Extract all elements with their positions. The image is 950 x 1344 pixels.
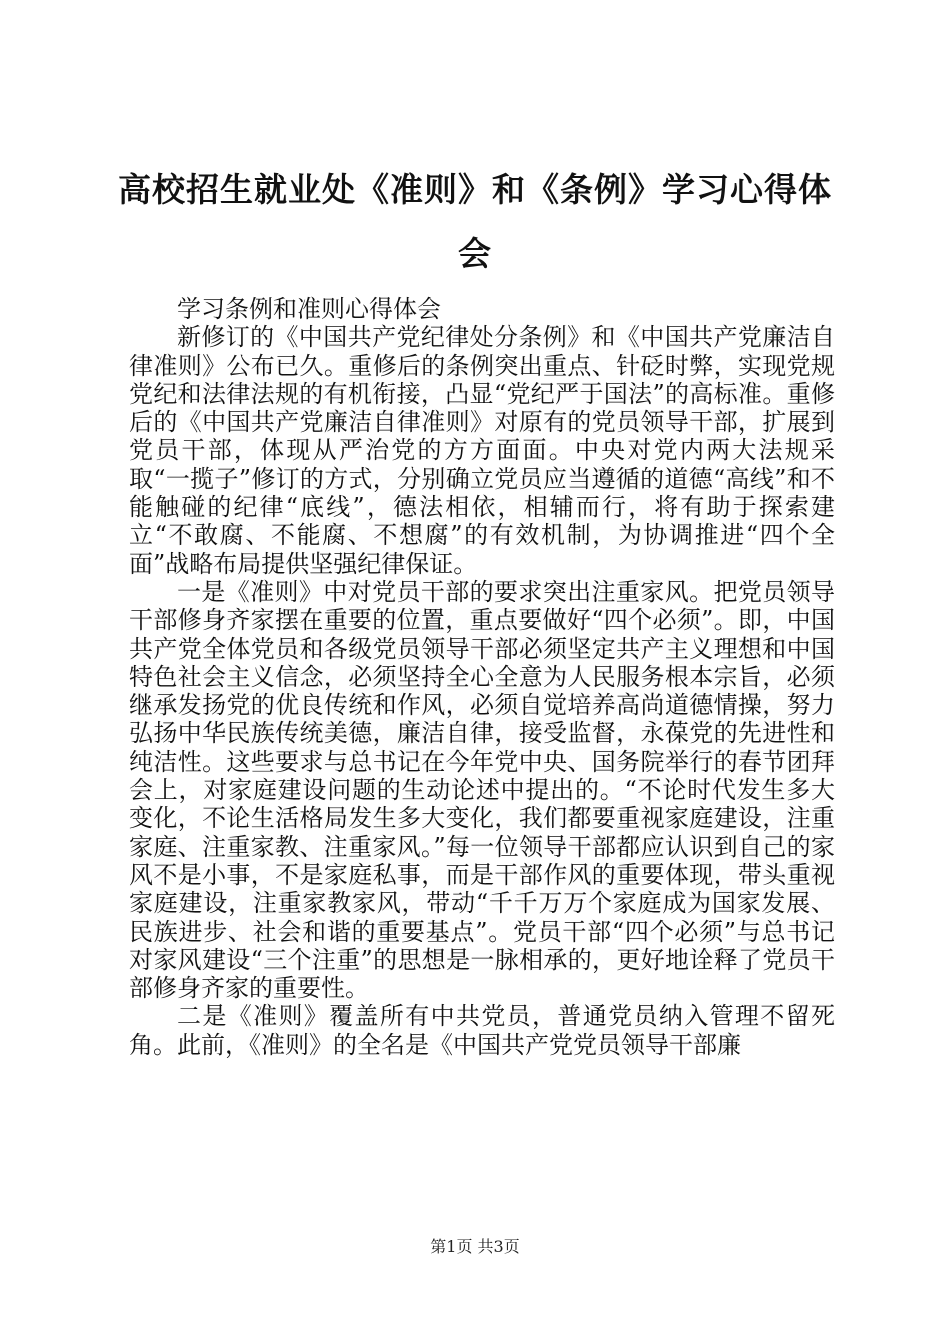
paragraph-point-two: 二是《准则》覆盖所有中共党员，普通党员纳入管理不留死角。此前，《准则》的全名是《中国共产党党员领导干部廉 [129,1002,835,1059]
document-title: 高校招生就业处《准则》和《条例》学习心得体会 [118,170,832,273]
paragraph-subtitle: 学习条例和准则心得体会 [177,295,441,323]
document-body [129,295,835,1059]
paragraph-intro: 新修订的《中国共产党纪律处分条例》和《中国共产党廉洁自律准则》公布已久。重修后的条例突出重点、针砭时弊，实现党规党纪和法律法规的有机衔接，凸显“党纪严于国法”的高标准。重修后的《中国共产党廉洁自律准则》对原有的党员领导干部，扩展到党员干部，体现从严治党的方方面面。中央对党内两大法规采取“一揽子”修订的方式，分别确立党员应当遵循的道德“高线”和不能触碰的纪律“底线”，德法相依，相辅而行，将有助于探索建立“不敢腐、不能腐、不想腐”的有效机制，为协调推进“四个全面”战略布局提供坚强纪律保证。 [129,323,835,578]
paragraph-point-one: 一是《准则》中对党员干部的要求突出注重家风。把党员领导干部修身齐家摆在重要的位置，重点要做好“四个必须”。即，中国共产党全体党员和各级党员领导干部必须坚定共产主义理想和中国特色社会主义信念，必须坚持全心全意为人民服务根本宗旨，必须继承发扬党的优良传统和作风，必须自觉培养高尚道德情操，努力弘扬中华民族传统美德，廉洁自律，接受监督，永葆党的先进性和纯洁性。这些要求与总书记在今年党中央、国务院举行的春节团拜会上，对家庭建设问题的生动论述中提出的。“不论时代发生多大变化，不论生活格局发生多大变化，我们都要重视家庭建设，注重家庭、注重家教、注重家风。”每一位领导干部都应认识到自己的家风不是小事，不是家庭私事，而是干部作风的重要体现，带头重视家庭建设，注重家教家风，带动“千千万万个家庭成为国家发展、民族进步、社会和谐的重要基点”。党员干部“四个必须”与总书记对家风建设“三个注重”的思想是一脉相承的，更好地诠释了党员干部修身齐家的重要性。 [129,577,835,1003]
page-number-footer: 第1页 共3页 [430,1237,520,1256]
